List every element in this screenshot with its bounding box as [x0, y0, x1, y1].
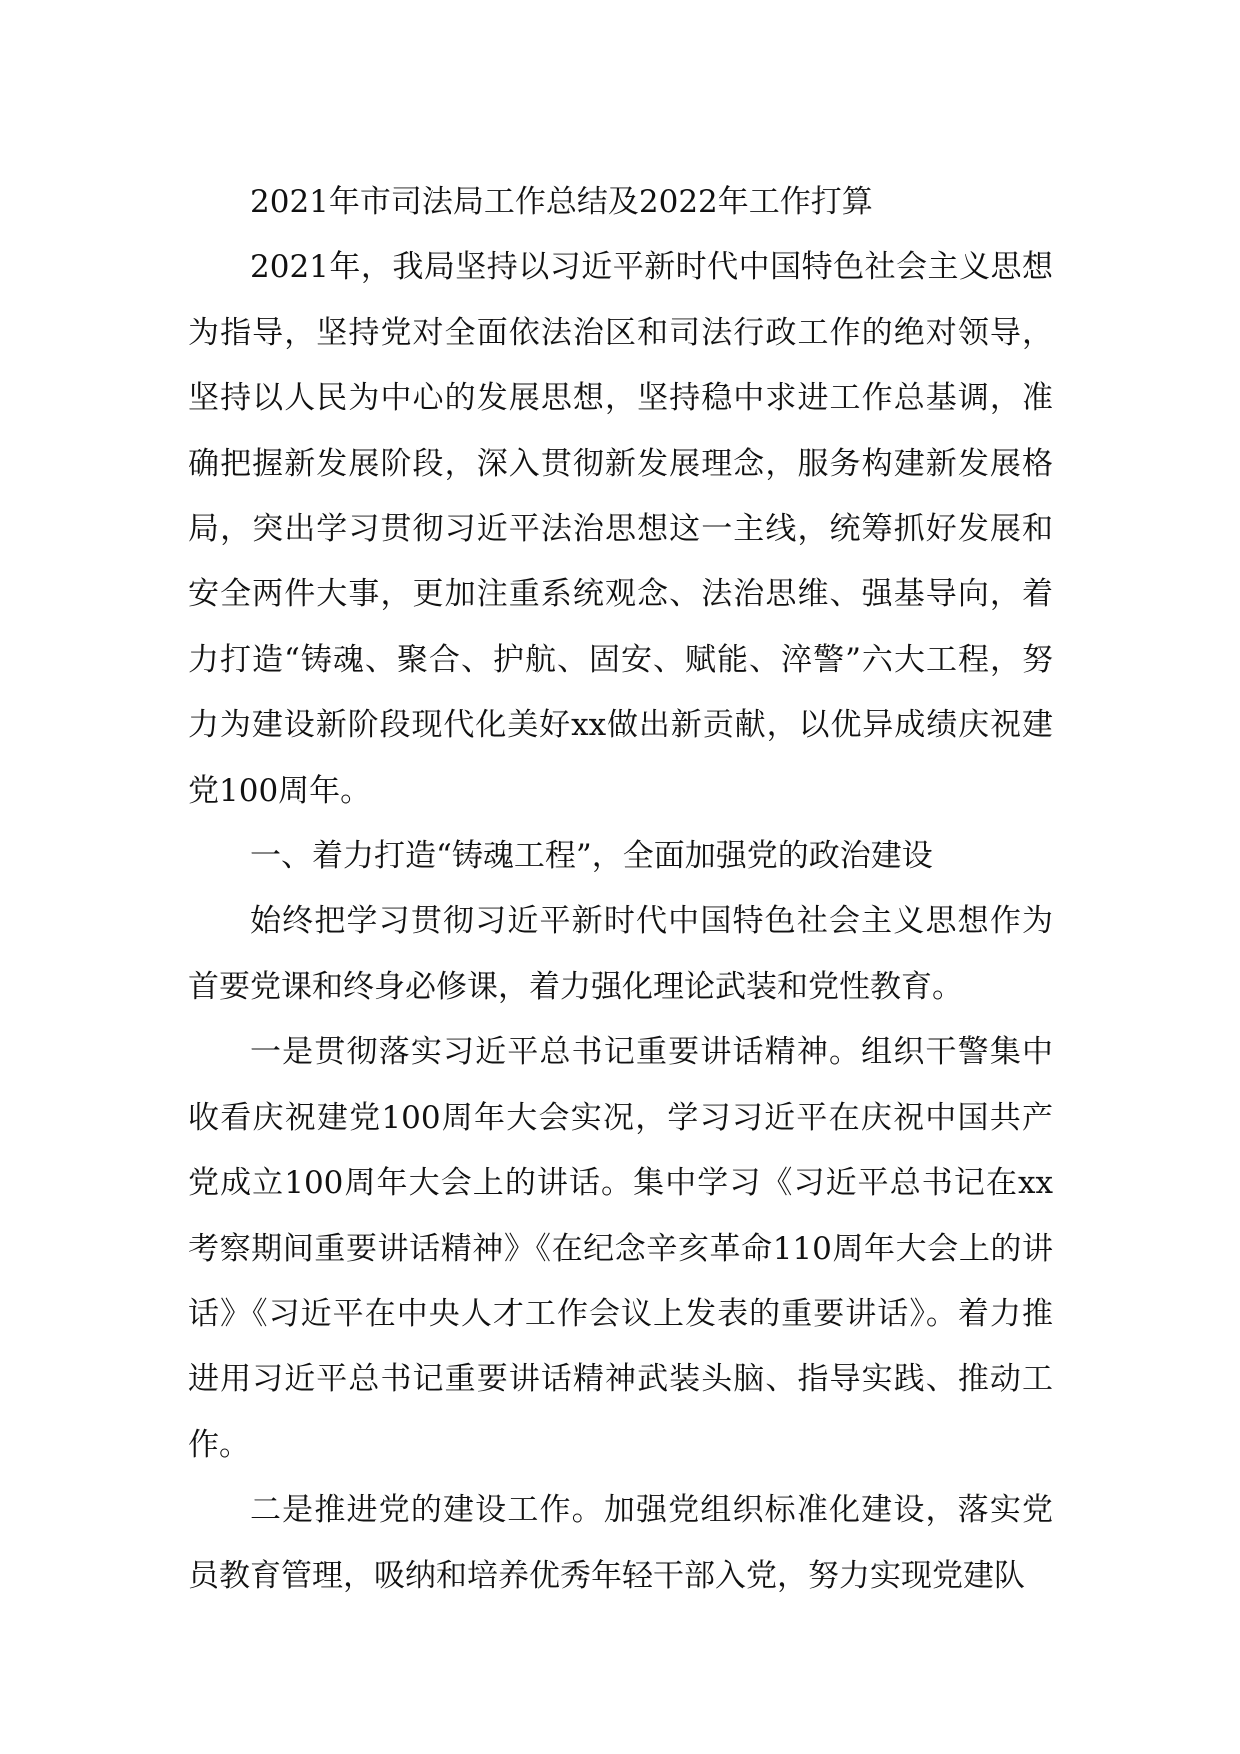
paragraph-point-2: 二是推进党的建设工作。加强党组织标准化建设，落实党员教育管理，吸纳和培养优秀年轻干部入党，努力实现党建队: [188, 1492, 1053, 1594]
document-body: [188, 170, 1053, 1609]
paragraph-section-1: 始终把学习贯彻习近平新时代中国特色社会主义思想作为首要党课和终身必修课，着力强化理论武装和党性教育。: [188, 903, 1053, 1005]
paragraph-intro: 2021年，我局坚持以习近平新时代中国特色社会主义思想为指导，坚持党对全面依法治区和司法行政工作的绝对领导，坚持以人民为中心的发展思想，坚持稳中求进工作总基调，准确把握新发展阶段，深入贯彻新发展理念，服务构建新发展格局，突出学习贯彻习近平法治思想这一主线，统筹抓好发展和安全两件大事，更加注重系统观念、法治思维、强基导向，着力打造“铸魂、聚合、护航、固安、赋能、淬警”六大工程，努力为建设新阶段现代化美好xx做出新贡献，以优异成绩庆祝建党100周年。: [188, 249, 1053, 809]
document-title: 2021年市司法局工作总结及2022年工作打算: [250, 184, 873, 220]
section-heading-1: 一、着力打造“铸魂工程”，全面加强党的政治建设: [250, 838, 933, 875]
paragraph-point-1: 一是贯彻落实习近平总书记重要讲话精神。组织干警集中收看庆祝建党100周年大会实况，学习习近平在庆祝中国共产党成立100周年大会上的讲话。集中学习《习近平总书记在xx考察期间重要讲话精神》《在纪念辛亥革命110周年大会上的讲话》《习近平在中央人才工作会议上发表的重要讲话》。着力推进用习近平总书记重要讲话精神武装头脑、指导实践、推动工作。: [188, 1034, 1053, 1463]
